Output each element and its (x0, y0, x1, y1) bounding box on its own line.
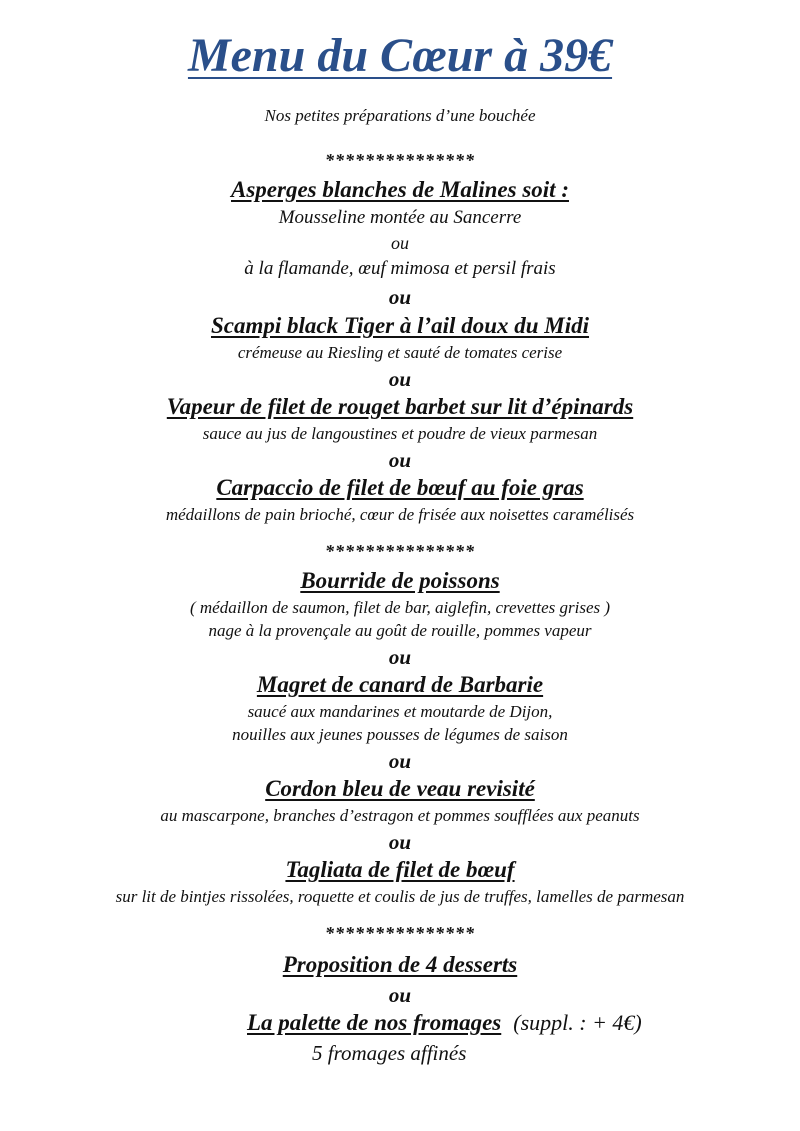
dish-cheese: La palette de nos fromages (247, 1010, 502, 1035)
or-separator: ou (388, 448, 412, 472)
dish-rouget: Vapeur de filet de rouget barbet sur lit d’épinards (166, 394, 634, 419)
dish-bourride: Bourride de poissons (300, 568, 500, 593)
dish-description: à la flamande, œuf mimosa et persil frais (244, 258, 556, 279)
cheese-description: 5 fromages affinés (312, 1041, 467, 1065)
dish-description: crémeuse au Riesling et sauté de tomates cerise (237, 343, 563, 362)
dish-desserts: Proposition de 4 desserts (282, 952, 518, 977)
or-separator: ou (388, 367, 412, 391)
menu-title: Menu du Cœur à 39€ (187, 29, 613, 82)
or-separator: ou (388, 749, 412, 773)
or-separator: ou (388, 645, 412, 669)
dish-description: médaillons de pain brioché, cœur de frisée aux noisettes caramélisés (165, 505, 635, 524)
dish-description: nouilles aux jeunes pousses de légumes de saison (232, 725, 568, 744)
dish-description: saucé aux mandarines et moutarde de Dijon, (247, 702, 553, 721)
separator: *************** (325, 150, 475, 170)
cheese-row (247, 1010, 642, 1036)
or-separator: ou (388, 983, 412, 1007)
or-separator: ou (388, 285, 412, 309)
separator: *************** (325, 541, 475, 561)
dish-asperges: Asperges blanches de Malines soit : (231, 177, 569, 202)
separator: *************** (325, 923, 475, 943)
dish-description: sauce au jus de langoustines et poudre de vieux parmesan (202, 424, 598, 443)
dish-description: au mascarpone, branches d’estragon et pommes soufflées aux peanuts (160, 806, 640, 825)
dish-description: Mousseline montée au Sancerre (278, 207, 522, 228)
dish-carpaccio: Carpaccio de filet de bœuf au foie gras (216, 475, 584, 500)
or-separator: ou (391, 233, 409, 253)
or-separator: ou (388, 830, 412, 854)
dish-tagliata: Tagliata de filet de bœuf (285, 857, 515, 882)
dish-cordon-bleu: Cordon bleu de veau revisité (265, 776, 535, 801)
intro-text: Nos petites préparations d’une bouchée (264, 106, 536, 125)
dish-scampi: Scampi black Tiger à l’ail doux du Midi (210, 313, 590, 338)
cheese-supplement: (suppl. : + 4€) (513, 1010, 642, 1035)
dish-description: ( médaillon de saumon, filet de bar, aiglefin, crevettes grises ) (189, 598, 611, 617)
dish-magret: Magret de canard de Barbarie (256, 672, 544, 697)
dish-description: nage à la provençale au goût de rouille, pommes vapeur (208, 621, 592, 640)
dish-description: sur lit de bintjes rissolées, roquette et coulis de jus de truffes, lamelles de parmesan (115, 887, 685, 906)
